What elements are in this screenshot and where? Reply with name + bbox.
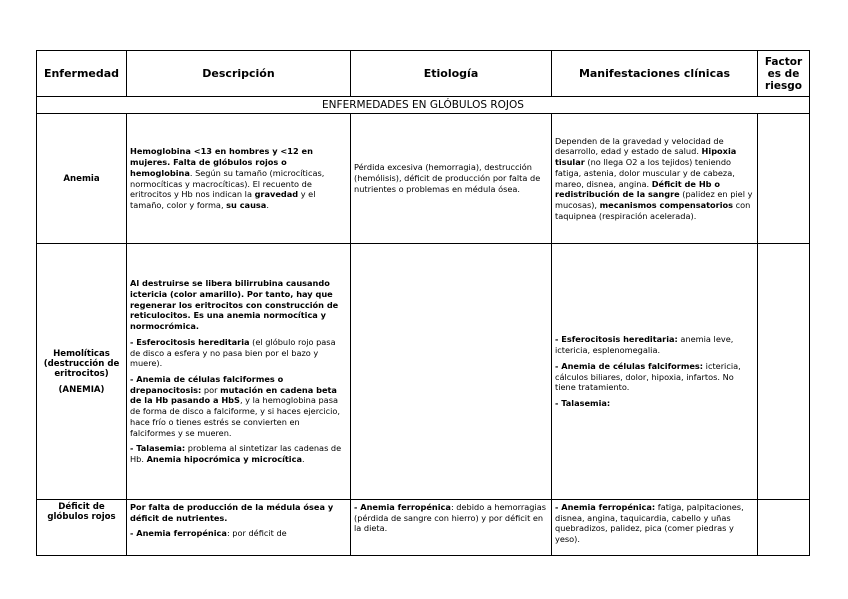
row-name: Déficit de glóbulos rojos — [37, 500, 127, 556]
text: fatiga, palpitaciones, disnea, angina, taquicardia, cabello y uñas quebradizos, palidez, pica (comer piedras y yeso). — [555, 502, 744, 545]
table-row — [37, 500, 810, 556]
row-etiologia — [351, 500, 552, 556]
text: y el tamaño, color y forma, — [130, 189, 316, 210]
text-bold: - Talasemia: — [130, 443, 186, 454]
row-manifestaciones — [552, 114, 758, 244]
text: (el glóbulo rojo pasa de disco a esfera y no pasa bien por el bazo y muere). — [130, 336, 336, 369]
text: problema al sintetizar las cadenas de Hb. — [130, 443, 342, 464]
row-descripcion — [127, 114, 351, 244]
row-factor — [758, 114, 810, 244]
row-descripcion — [127, 500, 351, 556]
row-name: Anemia — [37, 114, 127, 244]
text-bold: Al destruirse se libera bilirrubina causando ictericia (color amarillo). Por tanto, hay que regenerar los eritrocitos con construcción de reticulocitos. Es una anemia normocítica y normocrómica. — [130, 278, 339, 332]
text-bold: gravedad — [254, 189, 299, 200]
section-title: ENFERMEDADES EN GLÓBULOS ROJOS — [37, 97, 810, 114]
section-row — [37, 97, 810, 114]
header-row — [37, 51, 810, 97]
text-bold: Hemoglobina <13 en hombres y <12 en mujeres. Falta de glóbulos rojos o hemoglobina — [130, 146, 313, 178]
text-bold: - Esferocitosis hereditaria: — [555, 334, 678, 345]
text: . — [266, 199, 269, 210]
text: por — [201, 384, 221, 395]
text: ictericia, cálculos biliares, dolor, hipoxia, infartos. No tiene tratamiento. — [555, 360, 741, 393]
text: . Según su tamaño (microcíticas, normocíticas y macrocíticas). El recuento de eritrocitos y Hb nos indican la — [130, 167, 325, 200]
text: Dependen de la gravedad y velocidad de desarrollo, edad y estado de salud. — [555, 135, 724, 157]
text: . — [302, 453, 305, 464]
table-row — [37, 244, 810, 500]
row-name-sub: (ANEMIA) — [58, 384, 105, 395]
text: (no llega O2 a los tejidos) teniendo fatiga, astenia, dolor muscular y de cabeza, mareo, disnea, angina. — [555, 157, 735, 189]
text-bold: - Anemia de células falciformes o drepanocitosis: — [130, 374, 284, 395]
text-bold: mecanismos compensatorios — [599, 199, 734, 210]
text-bold: - Talasemia: — [555, 397, 611, 408]
text: , y la hemoglobina pasa de forma de disco a falciforme, y si haces ejercicio, hace frío o tienes estrés se convierten en falciformes y se mueren. — [130, 395, 341, 438]
header-etiologia: Etiología — [351, 51, 552, 97]
text: con taquipnea (respiración acelerada). — [555, 199, 751, 221]
row-etiologia: Pérdida excesiva (hemorragia), destrucción (hemólisis), déficit de producción por falta de nutrientes o problemas en médula ósea. — [351, 114, 552, 244]
header-enfermedad: Enfermedad — [37, 51, 127, 97]
text-bold: mutación en cadena beta de la Hb pasando a HbS — [130, 384, 337, 406]
header-factor: Factor es de riesgo — [758, 51, 810, 97]
text-bold: su causa — [226, 199, 267, 210]
row-factor — [758, 500, 810, 556]
row-manifestaciones — [552, 244, 758, 500]
disease-table — [36, 50, 810, 556]
text: : por déficit de — [226, 528, 287, 539]
row-descripcion — [127, 244, 351, 500]
text-bold: - Anemia ferropénica — [130, 528, 227, 539]
table-row — [37, 114, 810, 244]
text-bold: - Anemia ferropénica: — [555, 502, 656, 512]
text-bold: - Esferocitosis hereditaria — [130, 336, 250, 347]
row-factor — [758, 244, 810, 500]
text-bold: Déficit de Hb o redistribución de la sangre — [555, 178, 721, 200]
header-manifestaciones: Manifestaciones clínicas — [552, 51, 758, 97]
text-bold: - Anemia de células falciformes: — [555, 360, 704, 371]
text: (palidez en piel y mucosas), — [555, 189, 753, 210]
row-manifestaciones — [552, 500, 758, 556]
text: : debido a hemorragias (pérdida de sangre con hierro) y por déficit en la dieta. — [354, 502, 547, 534]
text-bold: Por falta de producción de la médula ósea y déficit de nutrientes. — [130, 502, 334, 523]
row-name-text: Hemolíticas (destrucción de eritrocitos) — [43, 348, 120, 379]
text-bold: Anemia hipocrómica y microcítica — [146, 453, 302, 464]
row-name — [37, 244, 127, 500]
text-bold: Hipoxia tisular — [555, 146, 737, 168]
text: anemia leve, ictericia, esplenomegalia. — [555, 334, 734, 356]
header-descripcion: Descripción — [127, 51, 351, 97]
row-etiologia — [351, 244, 552, 500]
text-bold: - Anemia ferropénica — [354, 502, 451, 512]
